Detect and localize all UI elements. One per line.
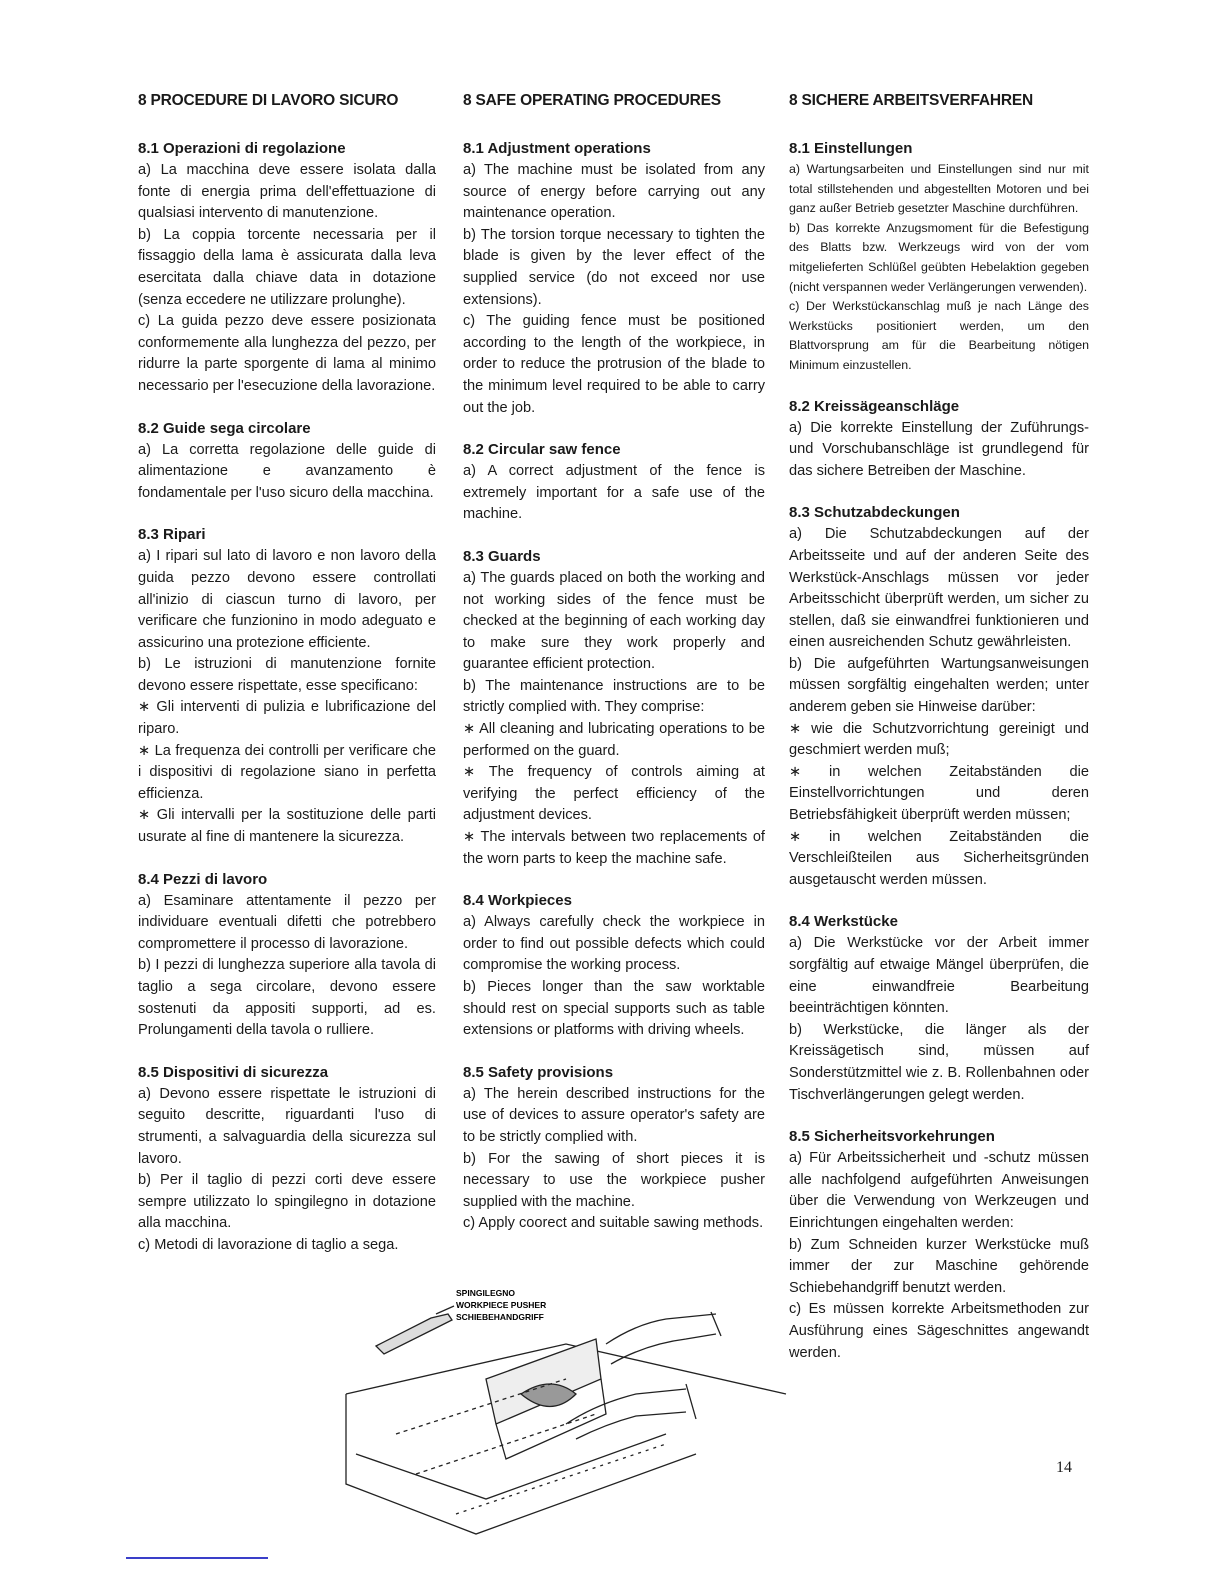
subsection-title: 8.4 Workpieces — [463, 892, 572, 910]
column-italian — [138, 92, 436, 1257]
paragraph: a) Wartungsarbeiten und Einstellungen sind nur mit total stillstehenden und abgestellten Motoren und bei ganz außer Betrieb gesetzter Maschine durchführen. — [789, 162, 1089, 216]
paragraph: b) Le istruzioni di manutenzione fornite devono essere rispettate, esse specificano: — [138, 656, 436, 694]
paragraph: a) I ripari sul lato di lavoro e non lavoro della guida pezzo devono essere controllati all'inizio di ciascun turno di lavoro, per verificare che funzionino in modo adeguato e assicurino una protezione efficiente. — [138, 548, 436, 651]
paragraph: b) For the sawing of short pieces it is necessary to use the workpiece pusher supplied with the machine. — [463, 1150, 765, 1210]
paragraph: c) Metodi di lavorazione di taglio a sega. — [138, 1236, 399, 1253]
bullet-item: ∗ All cleaning and lubricating operations to be performed on the guard. — [463, 721, 765, 759]
paragraph: b) I pezzi di lunghezza superiore alla tavola di taglio a sega circolare, devono essere sostenuti da appositi supporti, ad es. Prolungamenti della tavola o rulliere. — [138, 957, 436, 1039]
subsection-title: 8.2 Guide sega circolare — [138, 419, 311, 437]
subsection-title: 8.1 Adjustment operations — [463, 140, 651, 157]
subsection-title: 8.4 Pezzi di lavoro — [138, 870, 268, 888]
subsection-title: 8.4 Werkstücke — [789, 913, 898, 931]
subsection-title: 8.5 Safety provisions — [463, 1063, 614, 1081]
paragraph: a) Always carefully check the workpiece in order to find out possible defects which could compromise the working process. — [463, 914, 765, 974]
paragraph: a) Die korrekte Einstellung der Zuführungs- und Vorschubanschläge ist grundlegend für das sichere Betreiben der Maschine. — [789, 419, 1089, 479]
paragraph: a) The machine must be isolated from any source of energy before carrying out any maintenance operation. — [463, 162, 765, 222]
paragraph: a) The guards placed on both the working and not working sides of the fence must be checked at the beginning of each working day to make sure they work properly and guarantee efficient protection. — [463, 569, 765, 673]
bullet-item: ∗ Gli interventi di pulizia e lubrificazione del riparo. — [138, 699, 436, 738]
paragraph: a) La macchina deve essere isolata dalla fonte di energia prima dell'effettuazione di qualsiasi intervento di manutenzione. — [138, 162, 436, 222]
subsection-title: 8.3 Ripari — [138, 526, 206, 544]
bullet-item: ∗ in welchen Zeitabständen die Einstellvorrichtungen und deren Betriebsfähigkeit überprüft werden müssen; — [789, 763, 1089, 824]
paragraph: a) Die Schutzabdeckungen auf der Arbeitsseite und auf der anderen Seite des Werkstück-Anschlags müssen vor jeder Arbeitsschicht überprüft werden, um sicher zu stellen, daß sie einwandfrei funktionieren und einen ausreichenden Schutz gewährleisten. — [789, 526, 1089, 651]
subsection-title: 8.2 Kreissägeanschläge — [789, 397, 960, 415]
bullet-item: ∗ wie die Schutzvorrichtung gereinigt und geschmiert werden muß; — [789, 720, 1089, 759]
bullet-item: ∗ La frequenza dei controlli per verificare che i dispositivi di regolazione siano in perfetta efficienza. — [138, 742, 436, 802]
subsection-title: 8.3 Guards — [463, 547, 541, 565]
bullet-item: ∗ The frequency of controls aiming at verifying the perfect efficiency of the adjustment devices. — [463, 764, 765, 824]
paragraph: a) The herein described instructions for the use of devices to assure operator's safety are to be strictly complied with. — [463, 1085, 765, 1145]
bullet-item: ∗ Gli intervalli per la sostituzione delle parti usurate al fine di mantenere la sicurezza. — [138, 807, 436, 846]
paragraph: b) The torsion torque necessary to tighten the blade is given by the lever effect of the supplied service (do not exceed nor use extensions). — [463, 226, 765, 308]
subsection-title: 8.5 Dispositivi di sicurezza — [138, 1063, 329, 1081]
paragraph: a) Devono essere rispettate le istruzioni di seguito descritte, riguardanti l'uso di strumenti, a salvaguardia della sicurezza sul lavoro. — [138, 1085, 436, 1167]
paragraph: b) La coppia torcente necessaria per il fissaggio della lama è assicurata dalla leva esercitata dalla chiave data in dotazione (senza eccedere ne utilizzare prolunghe). — [138, 226, 436, 308]
paragraph: b) Pieces longer than the saw worktable should rest on special supports such as table extensions or platforms with driving wheels. — [463, 979, 765, 1039]
paragraph: a) A correct adjustment of the fence is extremely important for a safe use of the machine. — [463, 463, 765, 523]
saw-table-drawing — [346, 1306, 786, 1534]
workpiece-pusher-illustration — [336, 1284, 788, 1542]
figure-label-en: WORKPIECE PUSHER — [456, 1300, 547, 1310]
paragraph: c) La guida pezzo deve essere posizionata conformemente alla lunghezza del pezzo, per ridurre la parte sporgente di lama al minimo necessario per l'esecuzione della lavorazione. — [138, 313, 436, 394]
subsection-title: 8.1 Operazioni di regolazione — [138, 140, 346, 157]
paragraph: b) Per il taglio di pezzi corti deve essere sempre utilizzato lo spingilegno in dotazione alla macchina. — [138, 1172, 436, 1232]
paragraph: b) Werkstücke, die länger als der Kreissägetisch sind, müssen auf Sonderstützmittel wie z. B. Rollenbahnen oder Tischverlängerungen gelegt werden. — [789, 1021, 1089, 1103]
column-english — [463, 92, 765, 1235]
paragraph: a) La corretta regolazione delle guide di alimentazione e avanzamento è fondamentale per l'uso sicuro della macchina. — [138, 441, 436, 501]
paragraph: c) Der Werkstückanschlag muß je nach Länge des Werkstücks positioniert werden, um den Blattvorsprung am für die Bearbeitung nötigen Minimum einzustellen. — [789, 299, 1089, 372]
footer-rule — [126, 1557, 268, 1559]
page-number: 14 — [1056, 1459, 1072, 1476]
paragraph: c) The guiding fence must be positioned according to the length of the workpiece, in order to reduce the protrusion of the blade to the minimum level required to be able to carry out the job. — [463, 313, 765, 416]
section-title: 8 SICHERE ARBEITSVERFAHREN — [789, 92, 1033, 109]
paragraph: c) Es müssen korrekte Arbeitsmethoden zur Ausführung eines Sägeschnittes angewandt werden. — [789, 1301, 1089, 1361]
subsection-title: 8.2 Circular saw fence — [463, 441, 621, 459]
paragraph: b) Zum Schneiden kurzer Werkstücke muß immer der zur Maschine gehörende Schiebehandgriff benutzt werden. — [789, 1236, 1089, 1296]
paragraph: a) Die Werkstücke vor der Arbeit immer sorgfältig auf etwaige Mängel überprüfen, die eine einwandfreie Bearbeitung beeinträchtigen könnten. — [789, 935, 1089, 1017]
column-german — [789, 92, 1089, 1364]
section-title: 8 PROCEDURE DI LAVORO SICURO — [138, 92, 399, 109]
paragraph: b) Die aufgeführten Wartungsanweisungen müssen sorgfältig eingehalten werden; unter anderem geben sie Hinweise darüber: — [789, 655, 1089, 716]
figure-label-it: SPINGILEGNO — [456, 1288, 516, 1298]
paragraph: a) Esaminare attentamente il pezzo per individuare eventuali difetti che potrebbero compromettere il processo di lavorazione. — [138, 892, 436, 952]
subsection-title: 8.3 Schutzabdeckungen — [789, 504, 960, 522]
paragraph: b) Das korrekte Anzugsmoment für die Befestigung des Blatts bzw. Werkzeugs wird von der vom mitgelieferten Schlüßel geübten Hebelaktion gegeben (nicht verspannen weder Verlängerungen verwenden). — [789, 220, 1089, 294]
paragraph: a) Für Arbeitssicherheit und -schutz müssen alle nachfolgend aufgeführten Anweisungen über die Verwendung von Werkzeugen und Einrichtungen eingehalten werden: — [789, 1150, 1089, 1231]
bullet-item: ∗ in welchen Zeitabständen die Verschleißteilen aus Sicherheitsgründen ausgetauscht werden müssen. — [789, 828, 1089, 888]
subsection-title: 8.5 Sicherheitsvorkehrungen — [789, 1128, 995, 1146]
bullet-item: ∗ The intervals between two replacements of the worn parts to keep the machine safe. — [463, 829, 765, 867]
paragraph: b) The maintenance instructions are to be strictly complied with. They comprise: — [463, 677, 765, 716]
figure-label-de: SCHIEBEHANDGRIFF — [456, 1312, 544, 1322]
paragraph: c) Apply coorect and suitable sawing methods. — [463, 1215, 764, 1232]
subsection-title: 8.1 Einstellungen — [789, 140, 913, 157]
section-title: 8 SAFE OPERATING PROCEDURES — [463, 92, 721, 109]
